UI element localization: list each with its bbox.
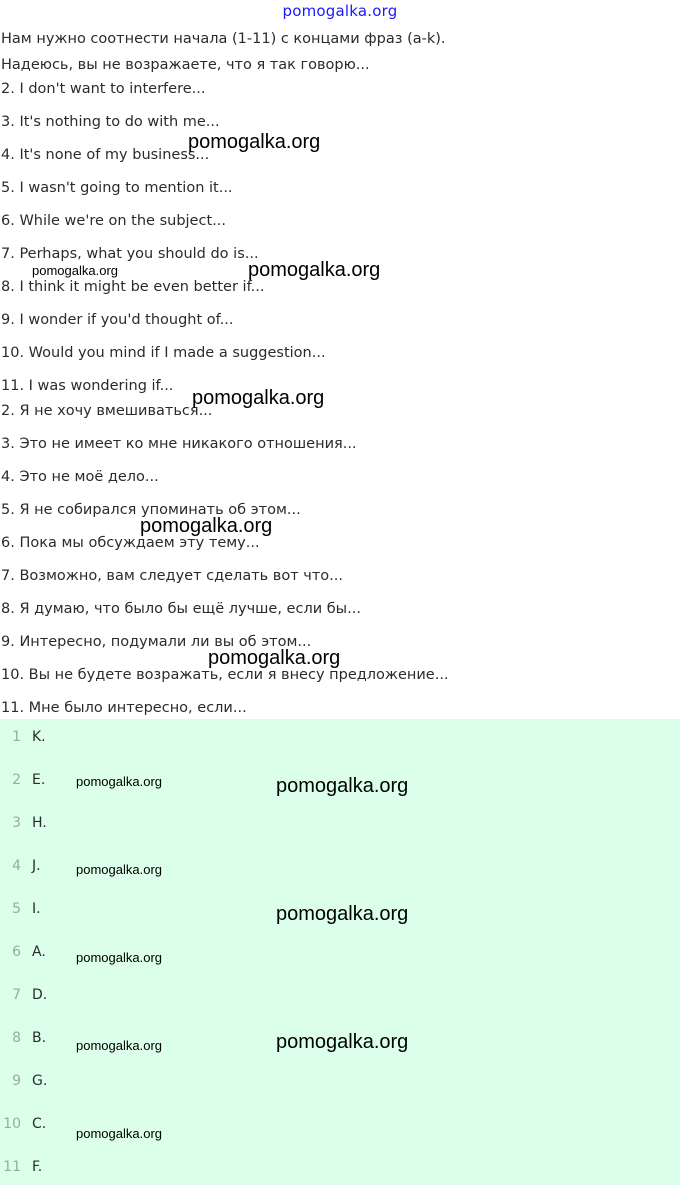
answer-letter: H.	[32, 815, 47, 831]
answer-number: 8	[12, 1030, 21, 1046]
answer-letter: D.	[32, 987, 48, 1003]
answer-letter: I.	[32, 901, 41, 917]
answer-number: 11	[3, 1159, 21, 1175]
russian-phrase: 5. Я не собирался упоминать об этом...	[1, 502, 301, 518]
answer-row	[0, 1030, 680, 1050]
watermark: pomogalka.org	[76, 1126, 162, 1141]
watermark: pomogalka.org	[76, 950, 162, 965]
russian-phrase: 8. Я думаю, что было бы ещё лучше, если бы...	[1, 601, 361, 617]
site-brand-header: pomogalka.org	[282, 2, 398, 20]
answer-number: 1	[12, 729, 21, 745]
russian-phrase: 3. Это не имеет ко мне никакого отношения...	[1, 436, 357, 452]
answer-row	[0, 1159, 680, 1179]
watermark: pomogalka.org	[76, 1038, 162, 1053]
russian-phrase: 7. Возможно, вам следует сделать вот что...	[1, 568, 343, 584]
english-phrase: 11. I was wondering if...	[1, 378, 174, 394]
answer-row	[0, 1116, 680, 1136]
watermark: pomogalka.org	[140, 515, 273, 537]
russian-phrase: 10. Вы не будете возражать, если я внесу предложение...	[1, 667, 449, 683]
answer-row	[0, 1073, 680, 1093]
english-phrase: 3. It's nothing to do with me...	[1, 114, 220, 130]
answer-number: 5	[12, 901, 21, 917]
answer-row	[0, 815, 680, 835]
english-phrase: 6. While we're on the subject...	[1, 213, 226, 229]
intro-instruction: Нам нужно соотнести начала (1-11) с концами фраз (a-k).	[1, 31, 446, 47]
watermark: pomogalka.org	[276, 903, 409, 925]
watermark: pomogalka.org	[276, 1031, 409, 1053]
english-phrase: 7. Perhaps, what you should do is...	[1, 246, 259, 262]
english-phrase: 10. Would you mind if I made a suggestion...	[1, 345, 326, 361]
answer-row	[0, 944, 680, 964]
english-phrase: 2. I don't want to interfere...	[1, 81, 206, 97]
intro-note: Надеюсь, вы не возражаете, что я так говорю...	[1, 57, 370, 73]
watermark: pomogalka.org	[208, 647, 341, 669]
answer-letter: K.	[32, 729, 46, 745]
watermark: pomogalka.org	[276, 775, 409, 797]
watermark: pomogalka.org	[76, 774, 162, 789]
answer-number: 6	[12, 944, 21, 960]
answer-row	[0, 729, 680, 749]
russian-phrase: 2. Я не хочу вмешиваться...	[1, 403, 213, 419]
answer-letter: A.	[32, 944, 46, 960]
answers-panel	[0, 719, 680, 1185]
answer-number: 2	[12, 772, 21, 788]
english-phrase: 8. I think it might be even better if...	[1, 279, 265, 295]
answer-number: 3	[12, 815, 21, 831]
answer-row	[0, 772, 680, 792]
watermark: pomogalka.org	[76, 862, 162, 877]
answer-letter: F.	[32, 1159, 43, 1175]
answer-letter: B.	[32, 1030, 47, 1046]
answer-row	[0, 901, 680, 921]
answer-letter: J.	[32, 858, 41, 874]
watermark: pomogalka.org	[248, 259, 381, 281]
answer-number: 7	[12, 987, 21, 1003]
russian-phrase: 6. Пока мы обсуждаем эту тему...	[1, 535, 260, 551]
english-phrase: 9. I wonder if you'd thought of...	[1, 312, 234, 328]
answer-number: 4	[12, 858, 21, 874]
russian-phrase: 9. Интересно, подумали ли вы об этом...	[1, 634, 312, 650]
russian-phrase: 11. Мне было интересно, если...	[1, 700, 247, 716]
english-phrase: 5. I wasn't going to mention it...	[1, 180, 233, 196]
watermark: pomogalka.org	[192, 387, 325, 409]
answer-number: 9	[12, 1073, 21, 1089]
english-phrase: 4. It's none of my business...	[1, 147, 210, 163]
answer-number: 10	[3, 1116, 21, 1132]
answer-row	[0, 858, 680, 878]
answer-letter: C.	[32, 1116, 47, 1132]
watermark: pomogalka.org	[32, 263, 118, 278]
answer-letter: E.	[32, 772, 46, 788]
russian-phrase: 4. Это не моё дело...	[1, 469, 159, 485]
watermark: pomogalka.org	[188, 131, 321, 153]
answer-letter: G.	[32, 1073, 48, 1089]
answer-row	[0, 987, 680, 1007]
